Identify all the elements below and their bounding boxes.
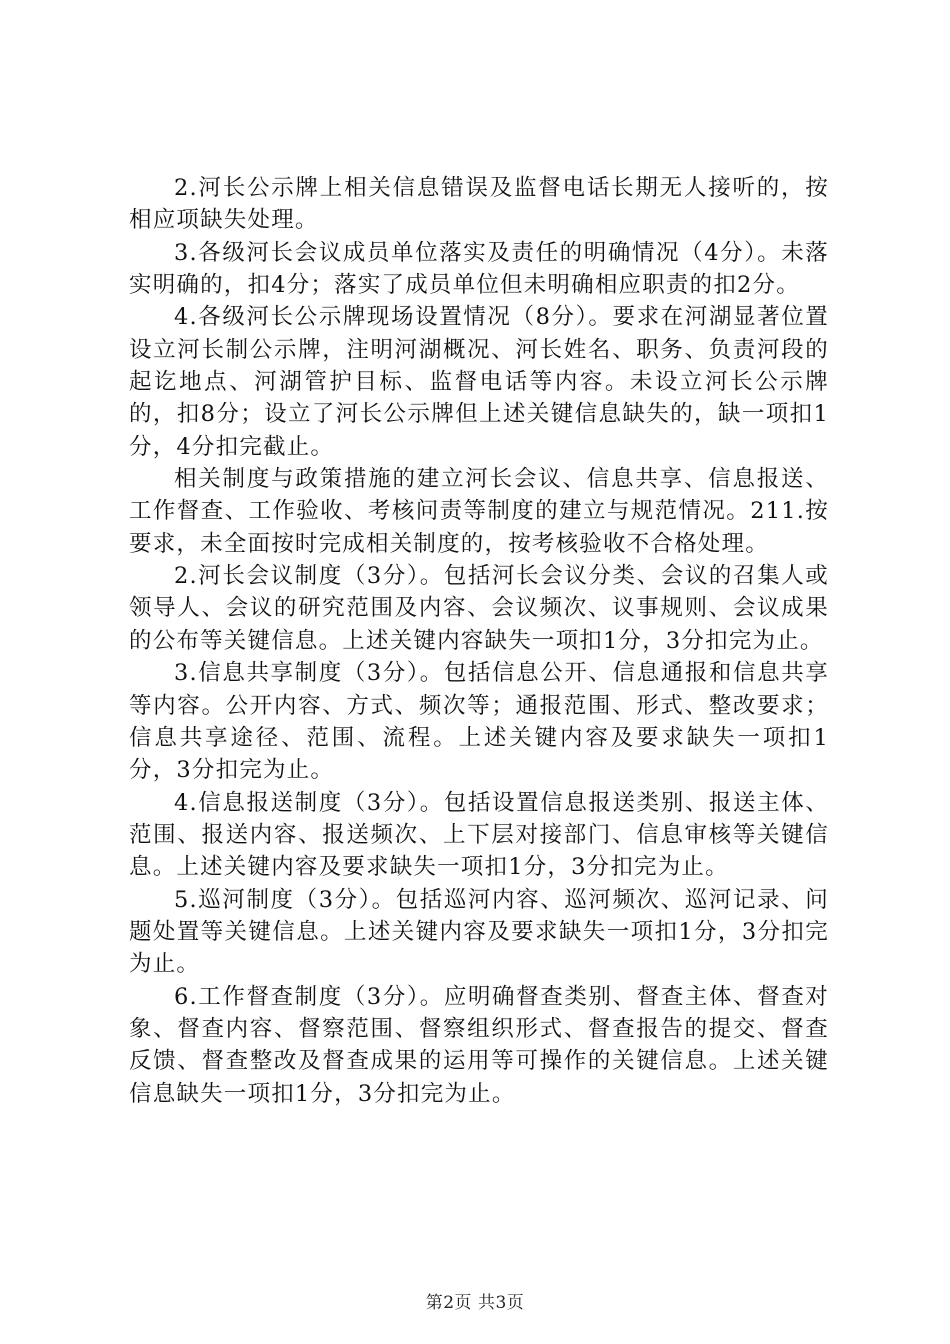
paragraph-item-2-public-sign-errors: 2.河长公示牌上相关信息错误及监督电话长期无人接听的，按相应项缺失处理。 [129,175,829,234]
paragraph-related-systems: 相关制度与政策措施的建立河长会议、信息共享、信息报送、工作督查、工作验收、考核问责等制度的建立与规范情况。211.按要求，未全面按时完成相关制度的，按考核验收不合格处理。 [129,466,829,557]
page-number-footer: 第2页 共3页 [425,1293,525,1313]
paragraph-item-3-meeting-members: 3.各级河长会议成员单位落实及责任的明确情况（4分）。未落实明确的，扣4分；落实了成员单位但未明确相应职责的扣2分。 [129,239,829,299]
paragraph-info-sharing-system: 3.信息共享制度（3分）。包括信息公开、信息通报和信息共享等内容。公开内容、方式、频次等；通报范围、形式、整改要求；信息共享途径、范围、流程。上述关键内容及要求缺失一项扣1分，3分扣完为止。 [129,660,829,784]
paragraph-info-reporting-system: 4.信息报送制度（3分）。包括设置信息报送类别、报送主体、范围、报送内容、报送频次、上下层对接部门、信息审核等关键信息。上述关键内容及要求缺失一项扣1分，3分扣完为止。 [129,789,829,881]
paragraph-supervision-system: 6.工作督查制度（3分）。应明确督查类别、督查主体、督查对象、督查内容、督察范围、督察组织形式、督查报告的提交、督查反馈、督查整改及督查成果的运用等可操作的关键信息。上述关键信息缺失一项扣1分，3分扣完为止。 [129,983,829,1107]
paragraph-item-4-public-sign-setup: 4.各级河长公示牌现场设置情况（8分）。要求在河湖显著位置设立河长制公示牌，注明河湖概况、河长姓名、职务、负责河段的起讫地点、河湖管护目标、监督电话等内容。未设立河长公示牌的，扣8分；设立了河长公示牌但上述关键信息缺失的，缺一项扣1分，4分扣完截止。 [129,304,829,460]
paragraph-river-patrol-system: 5.巡河制度（3分）。包括巡河内容、巡河频次、巡河记录、问题处置等关键信息。上述关键内容及要求缺失一项扣1分，3分扣完为止。 [129,886,829,978]
document-body [129,172,829,1110]
paragraph-meeting-system: 2.河长会议制度（3分）。包括河长会议分类、会议的召集人或领导人、会议的研究范围及内容、会议频次、议事规则、会议成果的公布等关键信息。上述关键内容缺失一项扣1分，3分扣完为止。 [129,563,829,654]
